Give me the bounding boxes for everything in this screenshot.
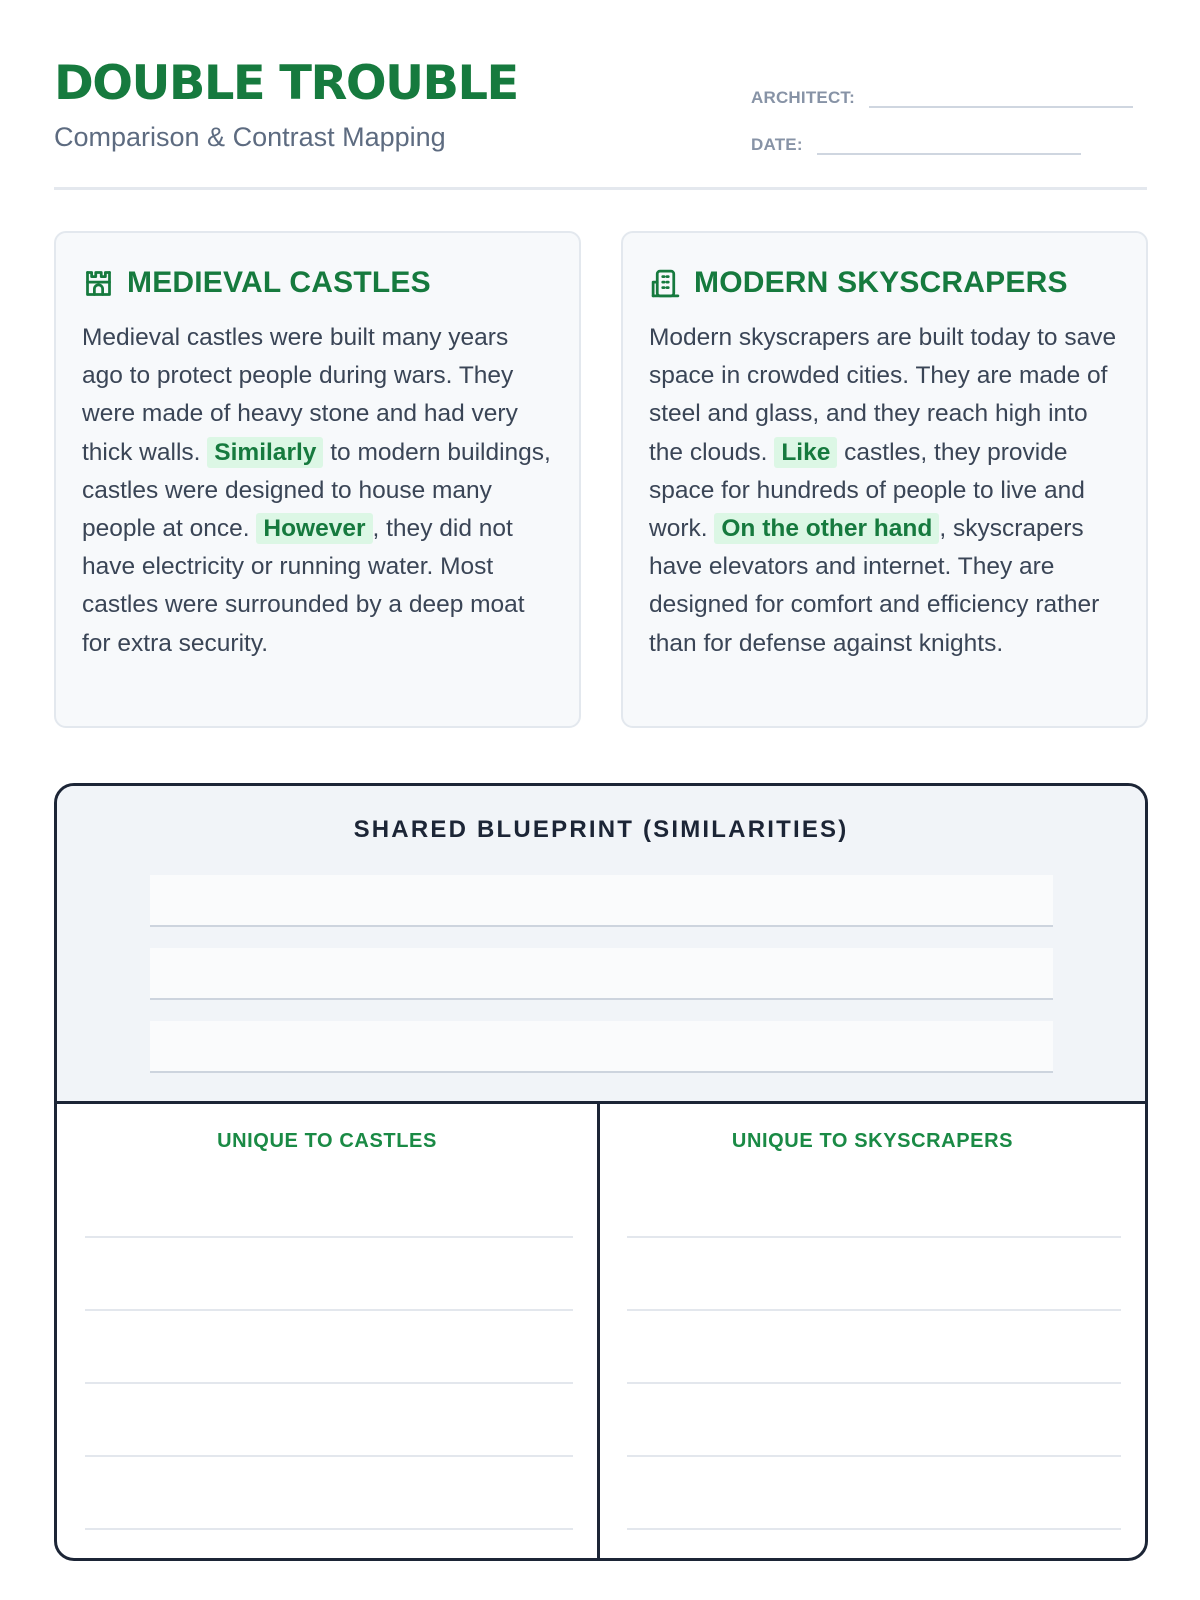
castles-writing-line[interactable] [85, 1455, 573, 1457]
castles-card-header [82, 261, 553, 305]
skyscrapers-highlight-like: Like [774, 437, 837, 468]
skyscrapers-text-part-2: castles, they provide space for hundreds of people to live and work. [649, 438, 1085, 543]
page-subtitle: Comparison & Contrast Mapping [54, 122, 446, 152]
castles-highlight-similarly: Similarly [207, 437, 323, 468]
date-field[interactable] [751, 131, 1081, 155]
skyscrapers-writing-line[interactable] [627, 1528, 1121, 1530]
castles-card [54, 231, 581, 728]
skyscrapers-writing-line[interactable] [627, 1309, 1121, 1311]
architect-field[interactable] [751, 84, 1133, 108]
page-title: DOUBLE TROUBLE [54, 56, 518, 111]
skyscrapers-highlight-on-the-other-hand: On the other hand [714, 513, 939, 544]
castles-writing-line[interactable] [85, 1309, 573, 1311]
skyscrapers-writing-line[interactable] [627, 1455, 1121, 1457]
castles-writing-line[interactable] [85, 1382, 573, 1384]
date-input-line[interactable] [817, 131, 1081, 155]
castles-writing-line[interactable] [85, 1528, 573, 1530]
skyscrapers-text-part-1: Modern skyscrapers are built today to save space in crowded cities. They are made of steel and glass, and they reach high into the clouds. [649, 324, 1117, 466]
unique-castles-title: UNIQUE TO CASTLES [217, 1130, 437, 1152]
castles-text-part-3: , they did not have electricity or running water. Most castles were surrounded by a deep moat for extra security. [82, 515, 525, 657]
skyscrapers-card [621, 231, 1148, 728]
unique-castles-section [57, 1104, 600, 1558]
skyscrapers-card-header [649, 261, 1120, 305]
castles-writing-line[interactable] [85, 1236, 573, 1238]
architect-label: ARCHITECT: [751, 88, 855, 107]
similarity-line[interactable] [150, 948, 1053, 1000]
skyscrapers-writing-line[interactable] [627, 1382, 1121, 1384]
page-header [54, 56, 1147, 190]
shared-title: SHARED BLUEPRINT (SIMILARITIES) [353, 816, 849, 843]
castles-highlight-however: However [256, 513, 372, 544]
castles-text-part-2: to modern buildings, castles were designed to house many people at once. [82, 438, 551, 543]
similarity-line[interactable] [150, 1021, 1053, 1073]
skyscrapers-text [649, 319, 1120, 663]
castles-text [82, 319, 553, 663]
shared-similarities-section [57, 786, 1145, 1104]
castles-title: MEDIEVAL CASTLES [127, 266, 431, 299]
castles-text-part-1: Medieval castles were built many years ago to protect people during wars. They were made of heavy stone and had very thick walls. [82, 324, 518, 466]
skyscrapers-text-part-3: , skyscrapers have elevators and internet. They are designed for comfort and efficiency rather than for defense against knights. [649, 515, 1100, 657]
unique-skyscrapers-title: UNIQUE TO SKYSCRAPERS [731, 1130, 1014, 1152]
building-icon [649, 267, 682, 300]
castle-icon [82, 267, 115, 300]
unique-skyscrapers-section [600, 1104, 1145, 1558]
unique-sections [57, 1104, 1145, 1558]
similarity-line[interactable] [150, 875, 1053, 927]
comparison-diagram [54, 783, 1148, 1561]
architect-input-line[interactable] [869, 84, 1133, 108]
skyscrapers-title: MODERN SKYSCRAPERS [694, 266, 1068, 299]
skyscrapers-writing-line[interactable] [627, 1236, 1121, 1238]
date-label: DATE: [751, 135, 803, 154]
